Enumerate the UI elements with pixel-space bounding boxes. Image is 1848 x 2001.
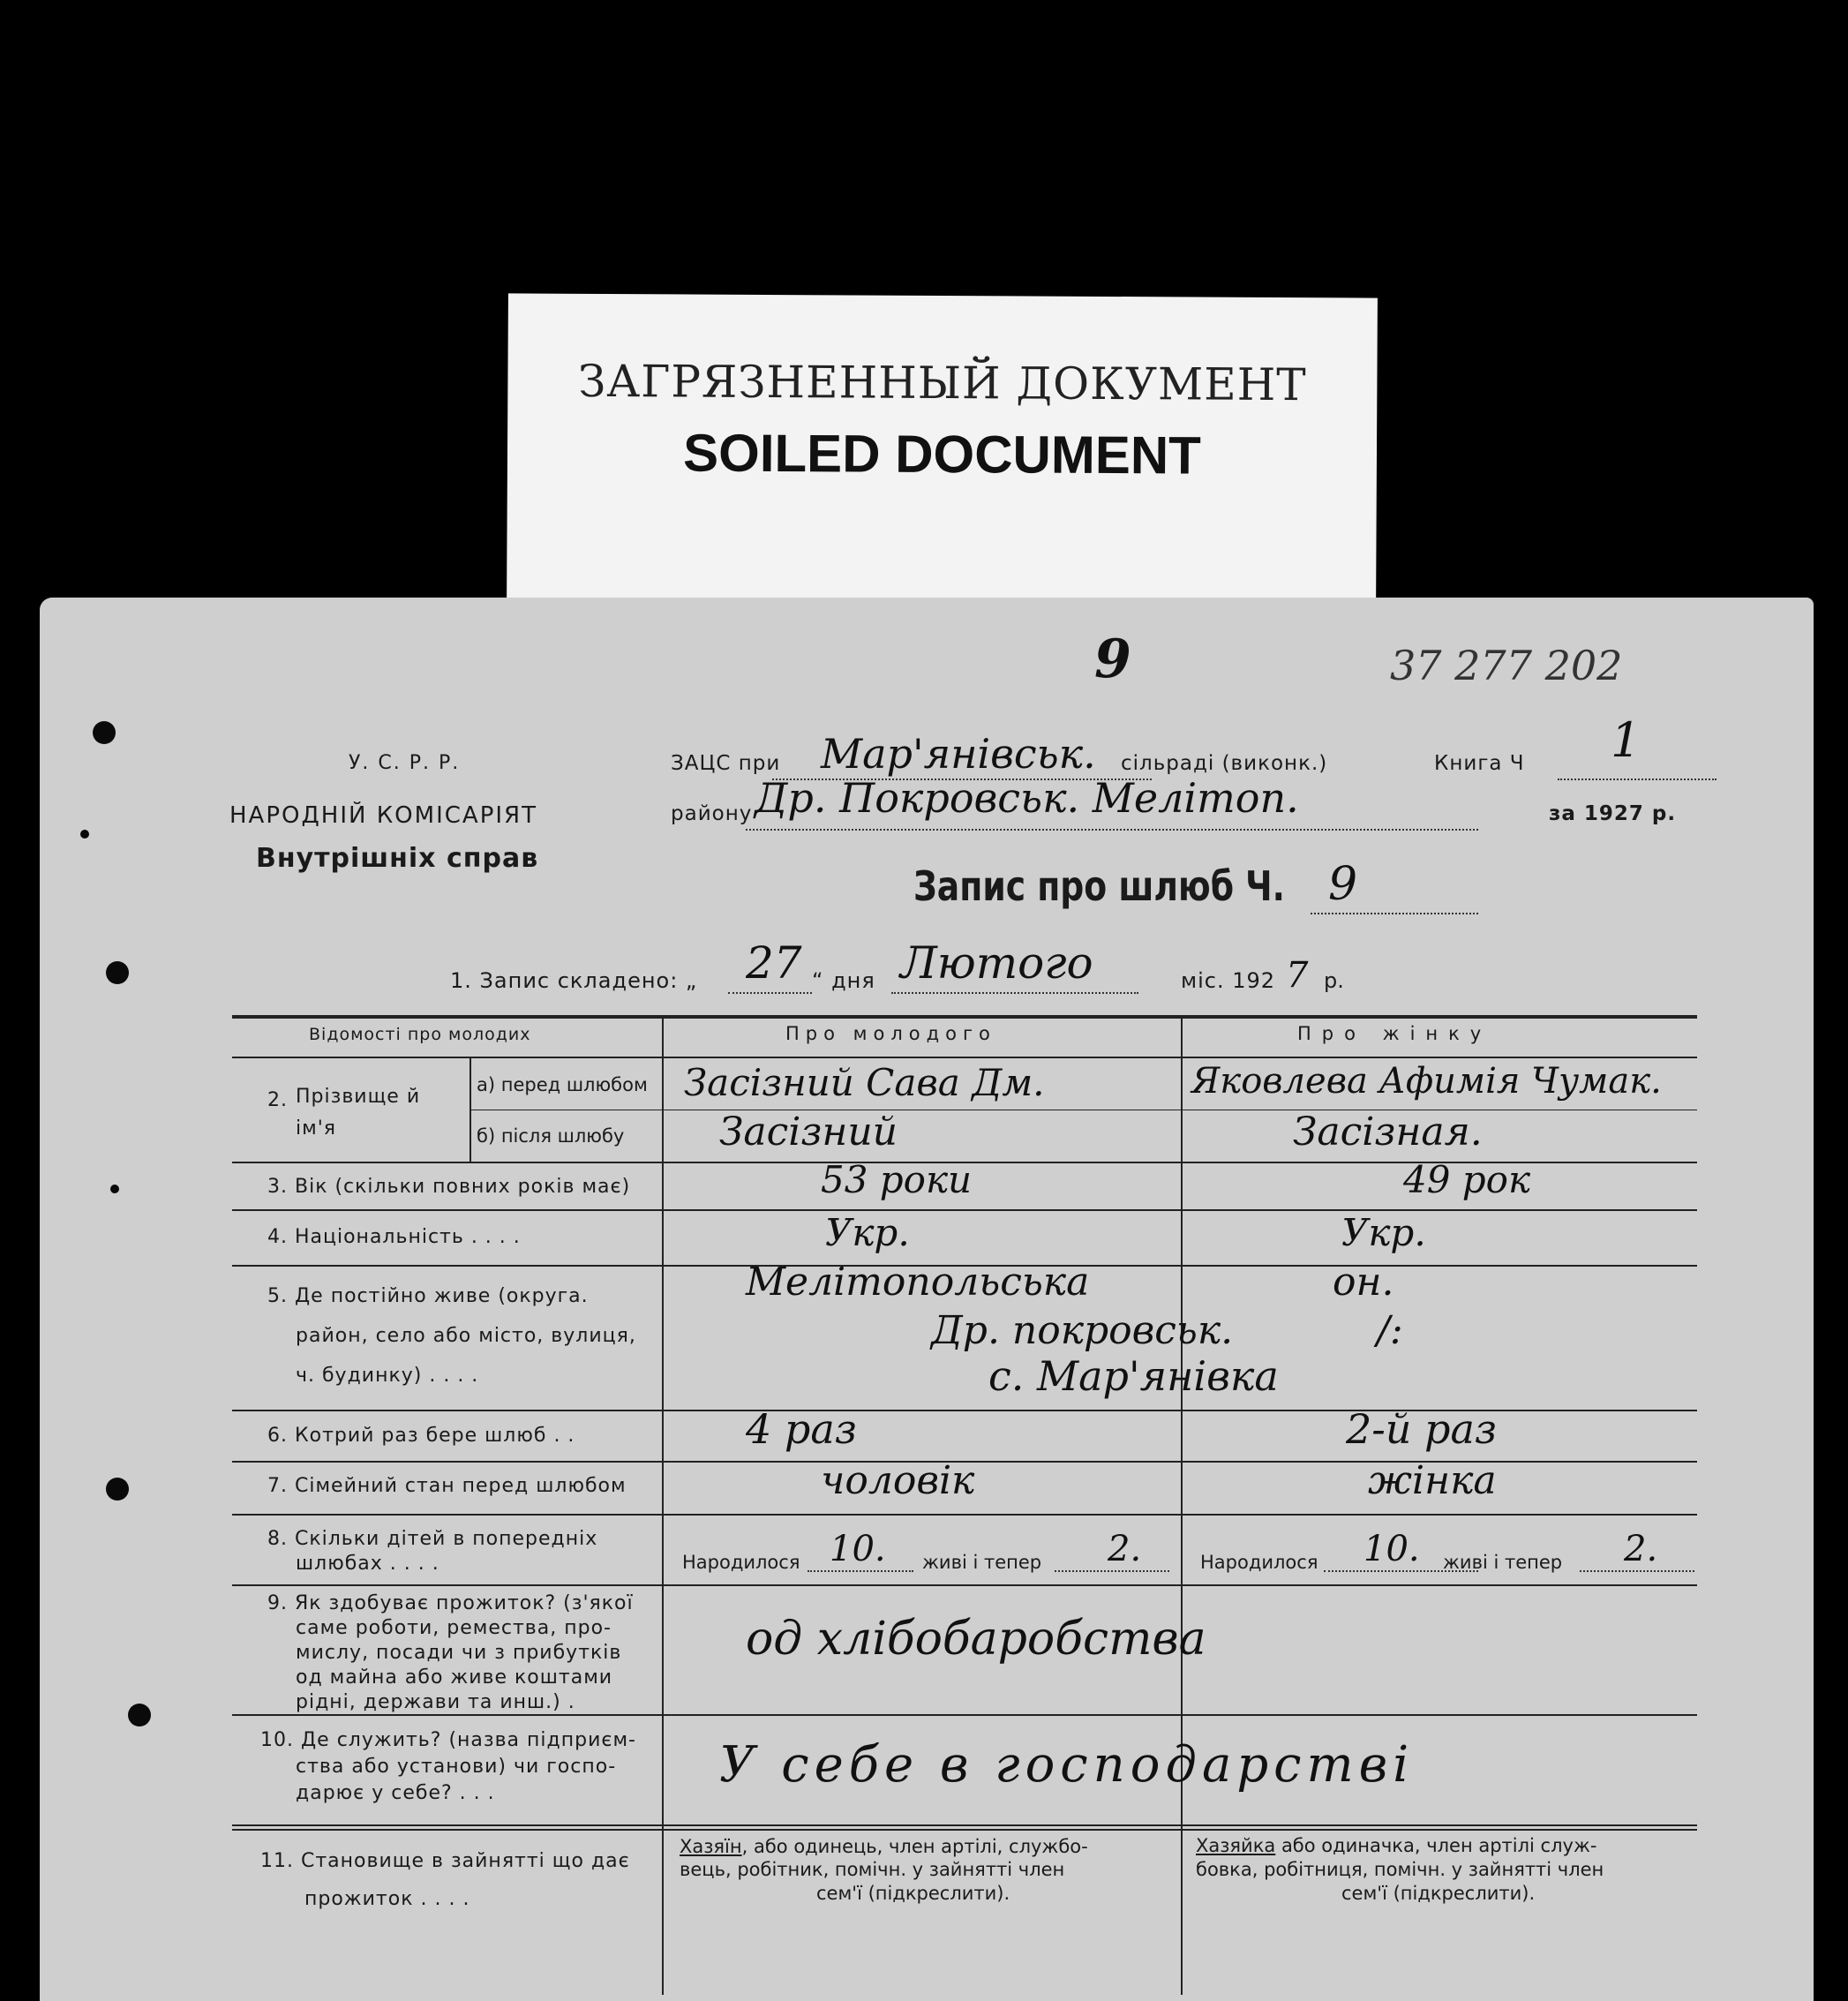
binder-hole [106,961,129,984]
line1-suffix: р. [1324,968,1344,993]
title-number-line [1311,913,1478,914]
year-handwritten: 7 [1286,955,1309,996]
bride-status-line2: бовка, робітниця, помічн. у зайнятті член [1196,1859,1604,1880]
row2-before-label: а) перед шлюбом [477,1074,648,1095]
workplace-handwritten: У себе в господарстві [719,1736,1415,1794]
bride-children-born: 10. [1363,1529,1420,1569]
row8-label-line2: шлюбах . . . . [296,1553,439,1575]
book-label: Книга Ч [1434,752,1525,775]
bride-alive-line [1580,1570,1694,1572]
row7-label: 7. Сімейний стан перед шлюбом [267,1475,627,1497]
row-line [232,1829,1697,1831]
row4-label: 4. Національність . . . . [267,1226,521,1248]
groom-marriage-count: 4 раз [746,1405,857,1453]
record-number: 9 [1328,858,1358,911]
line1-mis: міс. 192 [1181,968,1276,993]
raion-handwritten: Др. Покровськ. Мелітоп. [755,774,1299,822]
line1-mid: “ дня [812,968,875,993]
bride-occupation-status [1196,1835,1596,1856]
binder-hole [93,721,116,744]
groom-name-before: Засізний Сава Дм. [684,1061,1045,1104]
commissariat-heading: НАРОДНІЙ КОМІСАРІЯТ [229,802,537,829]
soiled-document-label [507,293,1378,611]
row9-label-line2: саме роботи, ремества, про- [296,1617,612,1639]
ministry-heading: Внутрішніх справ [256,843,539,874]
groom-residence-2: Др. покровськ. [931,1308,1234,1353]
bride-born-label: Народилося [1200,1552,1318,1573]
row9-label-line4: од майна або живе коштами [296,1666,613,1689]
groom-alive-label: живі і тепер [922,1552,1042,1573]
groom-children-born: 10. [830,1529,886,1569]
groom-nationality: Укр. [825,1211,910,1254]
row10-label-line1: 10. Де служить? (назва підприєм- [260,1729,636,1751]
groom-underlined-option: Хазяїн [680,1836,742,1857]
binder-hole [106,1478,129,1501]
pin-hole [110,1185,119,1193]
bride-name-before: Яковлева Афимія Чумак. [1191,1061,1662,1102]
groom-alive-line [1055,1570,1169,1572]
col-groom-header: Про молодого [785,1023,996,1044]
livelihood-handwritten: од хлібобаробства [746,1613,1206,1666]
row9-label-line5: рідні, держави та инш.) . [296,1691,575,1713]
usrr-heading: У. С. Р. Р. [349,752,461,774]
month-field-line [891,992,1138,994]
corner-number: 9 [1094,628,1131,690]
row2-after-label: б) після шлюбу [477,1125,625,1147]
groom-status-line2: вець, робітник, помічн. у зайнятті член [680,1859,1065,1880]
row9-label-line3: мислу, посади чи з прибутків [296,1642,622,1664]
row2-number: 2. [267,1089,288,1111]
groom-children-alive: 2. [1108,1529,1142,1569]
book-field-line [1558,779,1717,780]
row10-label-line3: дарює у себе? . . . [296,1782,495,1804]
row-line [232,1584,1697,1586]
label-russian: ЗАГРЯЗНЕННЫЙ ДОКУМЕНТ [578,355,1307,411]
row11-label-line2: прожиток . . . . [304,1888,470,1910]
groom-marital-status: чоловік [821,1458,975,1503]
groom-residence-1: Мелітопольська [746,1260,1090,1305]
groom-residence-3: с. Мар'янівка [988,1352,1279,1400]
table-top-border [232,1015,1697,1019]
row-line [232,1209,1697,1211]
row5-label-line3: ч. будинку) . . . . [296,1365,479,1387]
bride-residence-2: /: [1377,1308,1403,1353]
binder-hole [128,1704,151,1726]
book-number: 1 [1611,712,1641,768]
bride-age: 49 рок [1403,1158,1531,1201]
bride-underlined-option: Хазяйка [1196,1835,1276,1856]
zags-handwritten: Мар'янівськ. [821,730,1096,778]
day-handwritten: 27 [746,937,802,989]
bride-marriage-count: 2-й раз [1346,1405,1498,1453]
groom-born-label: Народилося [682,1552,800,1573]
row6-label: 6. Котрий раз бере шлюб . . [267,1425,575,1447]
row8-label-line1: 8. Скільки дітей в попередніх [267,1528,598,1550]
groom-occupation-status [680,1835,1088,1859]
col-info-header: Відомості про молодих [309,1025,531,1044]
row5-label-line2: район, село або місто, вулиця, [296,1325,636,1347]
pin-hole [80,830,89,839]
row10-label-line2: ства або установи) чи госпо- [296,1756,617,1778]
marriage-record-form [40,598,1814,2001]
groom-status-line1: , або одинець, член артілі, службо- [741,1836,1088,1857]
groom-age: 53 роки [821,1158,973,1201]
bride-name-after: Засізная. [1293,1110,1483,1155]
day-field-line [728,992,812,994]
groom-name-after: Засізний [719,1110,898,1155]
bride-marital-status: жінка [1368,1458,1497,1503]
bride-children-alive: 2. [1624,1529,1658,1569]
record-title: Запис про шлюб Ч. [913,862,1285,910]
bride-alive-label: живі і тепер [1443,1552,1563,1573]
raion-field-line [746,829,1478,831]
row3-label: 3. Вік (скільки повних років має) [267,1176,631,1198]
label-english: SOILED DOCUMENT [682,423,1201,485]
raion-prefix: району [671,802,753,825]
bride-status-line3: сем'ї (підкреслити). [1341,1883,1536,1904]
zags-suffix: сільраді (виконк.) [1121,752,1328,775]
year-label: за 1927 р. [1549,802,1677,825]
groom-status-line3: сем'ї (підкреслити). [816,1883,1010,1904]
row-line [232,1824,1697,1826]
row-line [232,1514,1697,1516]
row5-label-line1: 5. Де постійно живе (округа. [267,1285,589,1307]
line1-prefix: 1. Запис складено: „ [450,968,698,993]
zags-prefix: ЗАЦС при [671,752,781,775]
col-bride-header: Про жінку [1297,1023,1492,1044]
row11-label-line1: 11. Становище в зайнятті що дає [260,1850,630,1872]
row2-label: Прізвище й ім'я [296,1086,421,1140]
bride-residence-1: он. [1333,1260,1394,1305]
bride-nationality: Укр. [1341,1211,1426,1254]
groom-born-line [808,1570,913,1572]
row9-label-line1: 9. Як здобуває прожиток? (з'якої [267,1592,634,1614]
bride-status-line1: або одиначка, член артілі служ- [1275,1835,1597,1856]
table-header-line [232,1057,1697,1058]
month-handwritten: Лютого [900,937,1093,989]
archive-number: 37 277 202 [1390,642,1623,689]
